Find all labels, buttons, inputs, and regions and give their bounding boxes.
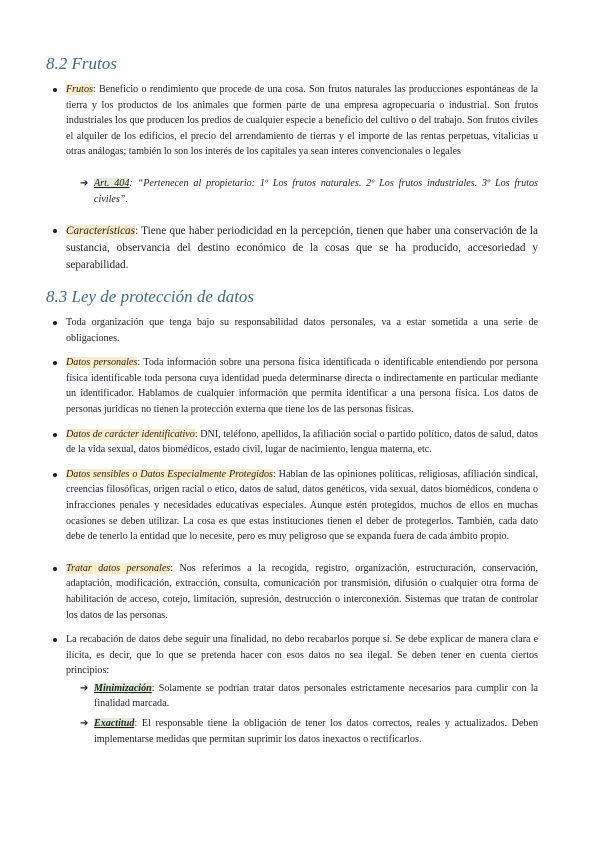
- bullet-dot: [53, 321, 57, 325]
- term-tratar-datos: Tratar datos personales: [66, 562, 171, 574]
- list-item: [46, 632, 538, 679]
- bullet-dot: [53, 567, 57, 571]
- intro-text: Toda organización que tenga bajo su responsabilidad datos personales, va a estar sometida a una serie de obligaciones.: [66, 317, 538, 344]
- section-title-proteccion-datos: 8.3 Ley de protección de datos: [46, 287, 255, 306]
- term-datos-personales: Datos personales: [66, 357, 138, 369]
- arrow-icon: ➔: [80, 177, 89, 189]
- section-frutos: [46, 82, 538, 274]
- term-caracteristicas: Características: [66, 225, 135, 238]
- principle-label: Exactitud: [94, 718, 135, 730]
- principles-intro: La recabación de datos debe seguir una finalidad, no debo recabarlos porque sí. Se debe explicar de manera clara e ilícita, es decir, que lo que se pretenda hacer con esos datos no sea ilegal. Se deben tener en cuenta ciertos principios:: [66, 634, 538, 677]
- item-text: : Nos referimos a la recogida, registro, organización, estructuración, conservación, adaptación, modificación, extracción, consulta, comunicación por transmisión, difusión o cualquier otra forma de habilitación de acceso, cotejo, limitación, supresión, destrucción o interconexión. Sistemas que tratan de controlar los datos de las personas.: [66, 562, 539, 621]
- item-text: : Toda información sobre una persona física identificada o identificable entendiendo por persona física identificable toda persona cuya identidad pueda determinarse directa o indirectamente en particular mediante un identificador. Hablamos de cualquier información que permita identificar a una persona física. Los datos de personas jurídicas no tienen la protección externa que tiene los de las personas físicas.: [66, 357, 538, 415]
- section-title-frutos: 8.2 Frutos: [46, 54, 117, 73]
- principle-item: [80, 716, 538, 747]
- principle-text: : Solamente se podrían tratar datos personales estrictamente necesarios para cumplir con la finalidad marcada.: [94, 682, 538, 710]
- list-item: [46, 561, 538, 623]
- article-404-quote: [80, 176, 538, 207]
- item-text: : DNI, teléfono, apellidos, la afiliación social o partido político, datos de salud, datos de la vida sexual, datos biomédicos, estado civil, lugar de nacimiento, lengua materna, etc.: [66, 428, 538, 456]
- list-item: [46, 427, 538, 458]
- principle-text: : El responsable tiene la obligación de tener los datos correctos, reales y actualizados. Deben implementarse medidas que permitan suprimir los datos inexactos o rectificarlos.: [94, 718, 538, 745]
- term-datos-sensibles: Datos sensibles o Datos Especialmente Protegidos: [66, 468, 273, 480]
- bullet-dot: [53, 229, 57, 233]
- term-frutos: Frutos: [66, 84, 93, 95]
- arrow-icon: ➔: [80, 718, 89, 730]
- bullet-dot: [53, 88, 57, 92]
- bullet-dot: [53, 433, 57, 437]
- list-item: [46, 315, 538, 346]
- bullet-dot: [53, 361, 57, 365]
- term-datos-identificativo: Datos de carácter identificativo: [66, 428, 195, 440]
- item-text: : Hablan de las opiniones políticas, religiosas, afiliación sindical, creencias filosóficas, origen racial o etico, datos de salud, datos genéticos, vida sexual, datos biomédicos, condena o infracciones penales y necesidades educativas especiales. Aunque estén protegidos, muchos de ellos en muchas ocasiones se deben utilizar. La cosa es que estas instituciones tienen el deber de protegerlos. También, cada dato debe de tenerlo la entidad que lo necesite, pero es muy peligroso que se expanda fuera de cada ámbito propio.: [66, 468, 539, 543]
- article-text: : “Pertenecen al propietario: 1º Los frutos naturales. 2º Los frutos industriales. 3º Los frutos civiles”.: [94, 177, 538, 205]
- bullet-dot: [53, 638, 57, 642]
- item-text: : Beneficio o rendimiento que procede de una cosa. Son frutos naturales las producciones espontáneas de la tierra y los productos de los animales que formen parte de una empresa agropecuaria o industrial. Son frutos industriales los que producen los predios de cualquier especie a beneficio del cultivo o del trabajo. Son frutos civiles el alquiler de los edificios, el precio del arrendamiento de tierras y el importe de las rentas perpetuas, vitalicias u otras análogas; también lo son los interés de los capitales ya sean interes convencionales o legales: [66, 84, 538, 158]
- list-item: [46, 467, 538, 545]
- item-text: : Tiene que haber periodicidad en la percepción, tienen que haber una conservación de la sustancia, observancia del destino económico de la cosas que se ha producido, accesoriedad y separabilidad.: [66, 225, 538, 272]
- list-item: [46, 82, 538, 160]
- list-item: [46, 223, 538, 274]
- principle-label: Minimización: [94, 682, 152, 694]
- principle-item: [80, 681, 538, 712]
- article-label: Art. 404: [94, 177, 130, 189]
- bullet-dot: [53, 473, 57, 477]
- arrow-icon: ➔: [80, 682, 89, 694]
- section-proteccion-datos: [46, 315, 538, 747]
- list-item: [46, 355, 538, 417]
